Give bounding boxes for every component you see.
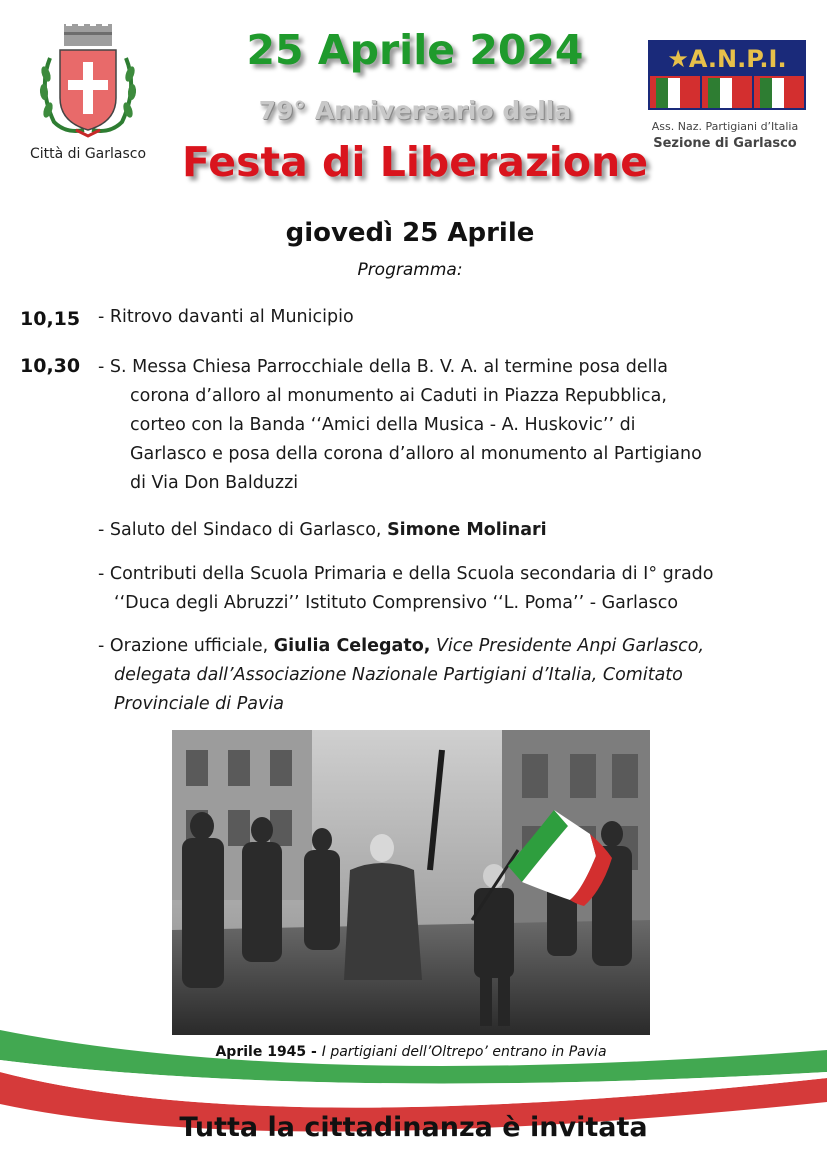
orator-name: Giulia Celegato, [273, 636, 431, 656]
festa-title: Festa di Liberazione [181, 138, 649, 186]
orazione-line-3: Provinciale di Pavia [114, 694, 284, 714]
messa-line-1: - S. Messa Chiesa Parrocchiale della B. V. A. al termine posa della [98, 357, 669, 377]
event-date-title: 25 Aprile 2024 [246, 26, 584, 74]
invitation-text: Tutta la cittadinanza è invitata [179, 1112, 648, 1143]
messa-line-3: corteo con la Banda ‘‘Amici della Musica - A. Huskovic’’ di [130, 415, 636, 435]
orator-role: Vice Presidente Anpi Garlasco, [430, 636, 705, 656]
caption-text: I partigiani dell’Oltrepo’ entrano in Pavia [321, 1044, 607, 1060]
city-name: Città di Garlasco [29, 146, 147, 162]
anniversary-subtitle: 79° Anniversario della [258, 96, 572, 125]
svg-text:★A.N.P.I.: ★A.N.P.I. [667, 45, 787, 73]
programma-heading: Programma: [357, 260, 463, 280]
schedule-item-ritrovo: - Ritrovo davanti al Municipio [98, 307, 354, 327]
contributi-line-1: - Contributi della Scuola Primaria e della Scuola secondaria di I° grado [98, 564, 714, 584]
saluto-prefix: - Saluto del Sindaco di Garlasco, [98, 520, 388, 540]
messa-line-2: corona d’alloro al monumento ai Caduti in Piazza Repubblica, [130, 386, 667, 406]
anpi-section: Sezione di Garlasco [653, 136, 797, 151]
contributi-line-2: ‘‘Duca degli Abruzzi’’ Istituto Comprensivo ‘‘L. Poma’’ - Garlasco [114, 593, 679, 613]
messa-line-5: di Via Don Balduzzi [130, 473, 299, 493]
schedule-item-saluto [98, 516, 547, 545]
schedule-item-orazione [98, 632, 818, 719]
tricolore-swoosh [0, 1020, 827, 1170]
event-day: giovedì 25 Aprile [285, 218, 535, 248]
time-1030: 10,30 [20, 355, 81, 377]
sindaco-name: Simone Molinari [387, 520, 547, 540]
schedule-item-contributi [98, 560, 818, 618]
messa-line-4: Garlasco e posa della corona d’alloro al monumento al Partigiano [130, 444, 702, 464]
schedule-item-messa [98, 353, 798, 498]
historic-partisans-photo [172, 730, 650, 1035]
time-1015: 10,15 [20, 308, 81, 330]
anpi-subtitle: Ass. Naz. Partigiani d’Italia [651, 120, 799, 133]
orazione-prefix: - Orazione ufficiale, [98, 636, 274, 656]
anpi-logo-icon [648, 40, 806, 110]
garlasco-coat-of-arms-icon [36, 18, 140, 140]
orazione-line-2: delegata dall’Associazione Nazionale Partigiani d’Italia, Comitato [114, 665, 683, 685]
caption-date: Aprile 1945 - [215, 1044, 322, 1060]
